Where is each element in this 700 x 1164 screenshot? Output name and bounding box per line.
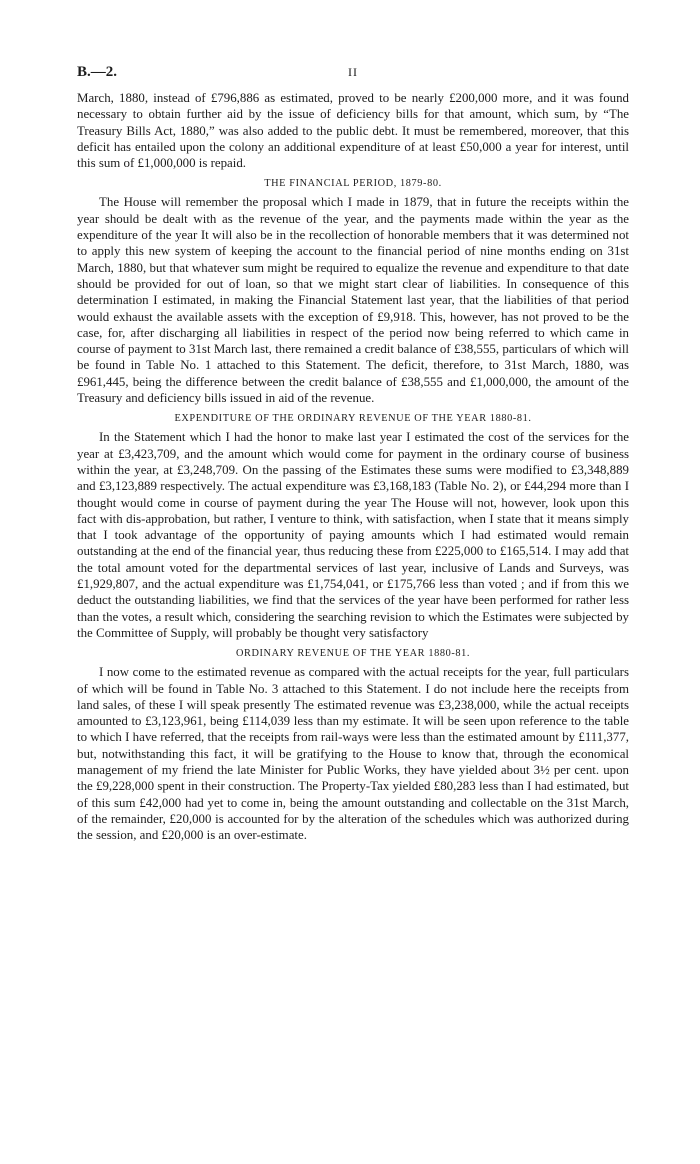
paragraph: In the Statement which I had the honor to make last year I estimated the cost of the services for the year at £3,423,709, and the amount which would come for payment in the ordinary course of business within the year, at £3,248,709. On the passing of the Estimates these sums were modified to £3,348,889 and £3,123,889 respectively. The actual expenditure was £3,168,183 (Table No. 2), or £44,294 more than I thought would come in course of payment during the year The House will not, however, look upon this fact with dis-approbation, but rather, I venture to think, with satisfaction, when I state that it means simply that I took advantage of the opportunity of paying amounts which I had estimated would remain outstanding at the end of the financial year, thus reducing these from £225,000 to £165,514. I may add that the total amount voted for the departmental services of last year, inclusive of Lands and Surveys, was £1,929,807, and the actual expenditure was £1,754,041, or £175,766 less than voted ; and if from this we deduct the outstanding liabilities, we find that the services of the year have been performed for rather less than the votes, a result which, considering the searching revision to which the Estimates were subjected by the Committee of Supply, will probably be thought very satisfactory — [77, 430, 629, 640]
section-financial-period — [77, 177, 629, 406]
document-body — [77, 90, 629, 843]
document-page — [77, 64, 629, 843]
section-ordinary-revenue — [77, 647, 629, 843]
section-heading: THE FINANCIAL PERIOD, 1879-80. — [264, 178, 442, 190]
running-head — [77, 64, 629, 90]
section-heading: EXPENDITURE OF THE ORDINARY REVENUE OF THE YEAR 1880-81. — [174, 413, 532, 425]
page-number: II — [348, 65, 358, 79]
paragraph: I now come to the estimated revenue as compared with the actual receipts for the year, full particulars of which will be found in Table No. 3 attached to this Statement. I do not include here the receipts from land sales, of these I will speak presently The estimated revenue was £3,238,000, while the actual receipts amounted to £3,123,961, being £114,039 less than my estimate. It will be seen upon reference to the table to which I have referred, that the receipts from rail-ways were less than the estimated amount by £111,377, but, notwithstanding this fact, it will be gratifying to the House to know that, through the economical management of my friend the late Minister for Public Works, they have yielded about 3½ per cent. upon the £9,228,000 spent in their construction. The Property-Tax yielded £80,283 less than I had estimated, but of this sum £42,000 had yet to come in, being the amount outstanding and collectable on the 31st March, of the remainder, £20,000 is accounted for by the alteration of the schedules which was authorized during the session, and £20,000 is an over-estimate. — [77, 665, 629, 843]
paragraph: March, 1880, instead of £796,886 as estimated, proved to be nearly £200,000 more, and it was found necessary to obtain further aid by the issue of deficiency bills for that amount, which sum, by “The Treasury Bills Act, 1880,” was also added to the public debt. It must be remembered, moreover, that this deficit has entailed upon the colony an additional expenditure of at least £50,000 a year for interest, until this sum of £1,000,000 is repaid. — [77, 91, 629, 171]
section-expenditure — [77, 412, 629, 641]
section-deficit-continued — [77, 90, 629, 171]
paragraph: The House will remember the proposal which I made in 1879, that in future the receipts within the year should be dealt with as the revenue of the year, and the payments made within the year as the expenditure of the year It will also be in the recollection of honorable members that it was determined not to apply this new system of keeping the account to the financial period of nine months ending on 31st March, 1880, but that whatever sum might be required to equalize the revenue and expenditure to that date should be provided for out of loan, so that we might start clear of liabilities. In consequence of this determination I estimated, in making the Financial Statement last year, that the liabilities of that period would exhaust the available assets with the exception of £9,918. This, however, has not proved to be the case, for, after discharging all liabilities in respect of the period now being referred to which came in course of payment to 31st March last, there remained a credit balance of £38,555, particulars of which will be found in Table No. 1 attached to this Statement. The deficit, therefore, to 31st March, 1880, was £961,445, being the difference between the credit balance of £38,555 and £1,000,000, the amount of the Treasury and deficiency bills issued in aid of the revenue. — [77, 195, 629, 406]
document-reference: B.—2. — [77, 64, 118, 80]
section-heading: ORDINARY REVENUE OF THE YEAR 1880-81. — [235, 648, 471, 660]
